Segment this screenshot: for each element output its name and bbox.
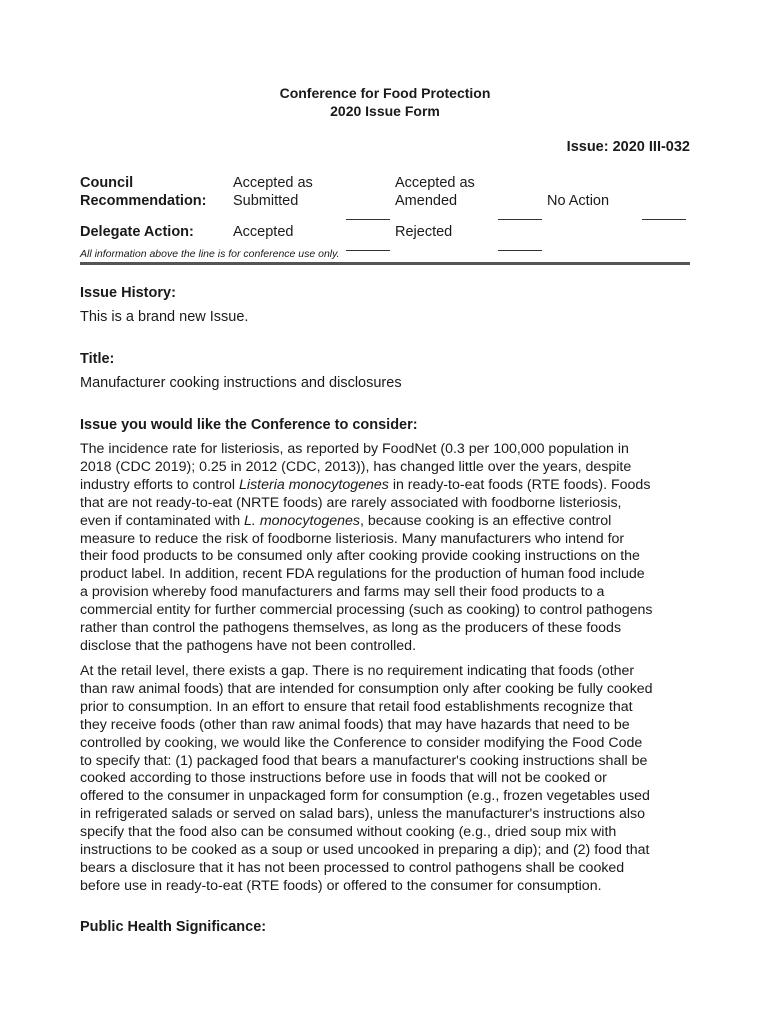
blank-accepted-amended[interactable] [498,207,542,225]
p1-line-2: 2018 (CDC 2019); 0.25 in 2012 (CDC, 2013)), has changed little over the years, despite [80,458,632,475]
p2-line-13: before use in ready-to-eat (RTE foods) or offered to the consumer for consumption. [80,877,602,894]
title-heading: Title: [80,351,115,367]
council-label-line1: Council [80,175,134,191]
option-no-action: No Action [547,193,610,209]
option-accepted-amended [395,174,475,210]
blank-no-action[interactable] [642,207,686,225]
p1-line-12: disclose that the pathogens have not been controlled. [80,637,417,654]
p1-line-5 [80,513,692,531]
p1-line-3 [80,477,692,495]
p1-line-9: a provision whereby food manufacturers and farms may sell their food products to a [80,584,605,601]
listeria-term: Listeria monocytogenes [239,476,389,493]
delegate-action-label: Delegate Action: [80,224,194,240]
conference-use-note: All information above the line is for conference use only. [80,248,340,260]
l-mono-term: L. monocytogenes [244,512,360,529]
p1-line-7: their food products to be consumed only after cooking provide cooking instructions on the [80,548,640,565]
p1-line-8: product label. In addition, recent FDA regulations for the production of human food include [80,566,645,583]
accepted-amended-line1: Accepted as [395,175,475,191]
consider-paragraph-2 [80,663,692,896]
p1-line-6: measure to reduce the risk of foodborne listeriosis. Many manufacturers who intend for [80,530,625,547]
consider-heading: Issue you would like the Conference to consider: [80,417,418,433]
conference-title: Conference for Food Protection [279,85,491,101]
form-year-title: 2020 Issue Form [330,103,440,119]
p1-line-5a: even if contaminated with [80,512,245,529]
p2-line-4: they receive foods (other than raw animal foods) that may have hazards that need to be [80,716,630,733]
issue-number: Issue: 2020 III-032 [566,139,690,155]
p1-line-3b: in ready-to-eat foods (RTE foods). Foods [388,476,651,493]
p2-line-10: specify that the food also can be consumed without cooking (e.g., dried soup mix with [80,824,617,841]
p2-line-9: in refrigerated salads or served on salad bars), unless the manufacturer's instructions also [80,806,645,823]
accepted-submitted-line2: Submitted [233,193,299,209]
p2-line-8: offered to the consumer in unpackaged form for consumption (e.g., frozen vegetables used [80,788,650,805]
title-text: Manufacturer cooking instructions and disclosures [80,375,402,391]
p1-line-1: The incidence rate for listeriosis, as reported by FoodNet (0.3 per 100,000 population in [80,441,629,457]
p2-line-11: instructions to be cooked as a soup or used uncooked in preparing a dip); and (2) food that [80,842,650,859]
divider-line [80,262,690,265]
blank-accepted-submitted[interactable] [346,207,390,225]
issue-history-heading: Issue History: [80,285,176,301]
council-label-line2: Recommendation: [80,193,207,209]
accepted-submitted-line1: Accepted as [233,175,313,191]
p1-line-10: commercial entity for further commercial processing (such as cooking) to control pathogens [80,602,653,619]
option-rejected: Rejected [395,224,453,240]
option-accepted: Accepted [233,224,294,240]
p2-line-1: At the retail level, there exists a gap. There is no requirement indicating that foods (other [80,663,635,679]
p1-line-4: that are not ready-to-eat (NRTE foods) are rarely associated with foodborne listeriosis, [80,494,622,511]
blank-accepted[interactable] [346,238,390,256]
p2-line-7: cooked according to those instructions before use in foods that will not be cooked or [80,770,607,787]
accepted-amended-line2: Amended [395,193,458,209]
council-label [80,174,207,210]
p1-line-11: rather than control the pathogens themselves, as long as the producers of these foods [80,620,622,637]
blank-rejected[interactable] [498,238,542,256]
p2-line-6: to specify that: (1) packaged food that bears a manufacturer's cooking instructions shall be [80,752,648,769]
p2-line-5: controlled by cooking, we would like the Conference to consider modifying the Food Code [80,734,643,751]
p2-line-2: than raw animal foods) that are intended for consumption only after cooking be fully cooked [80,680,653,697]
p1-line-5b: , because cooking is an effective control [360,512,612,529]
p2-line-3: prior to consumption. In an effort to ensure that retail food establishments recognize that [80,698,633,715]
p1-line-3a: industry efforts to control [80,476,240,493]
p2-line-12: bears a disclosure that it has not been processed to control pathogens shall be cooked [80,859,625,876]
public-health-heading: Public Health Significance: [80,919,267,935]
issue-history-text: This is a brand new Issue. [80,309,249,325]
consider-paragraph-1 [80,441,692,656]
option-accepted-submitted [233,174,313,210]
